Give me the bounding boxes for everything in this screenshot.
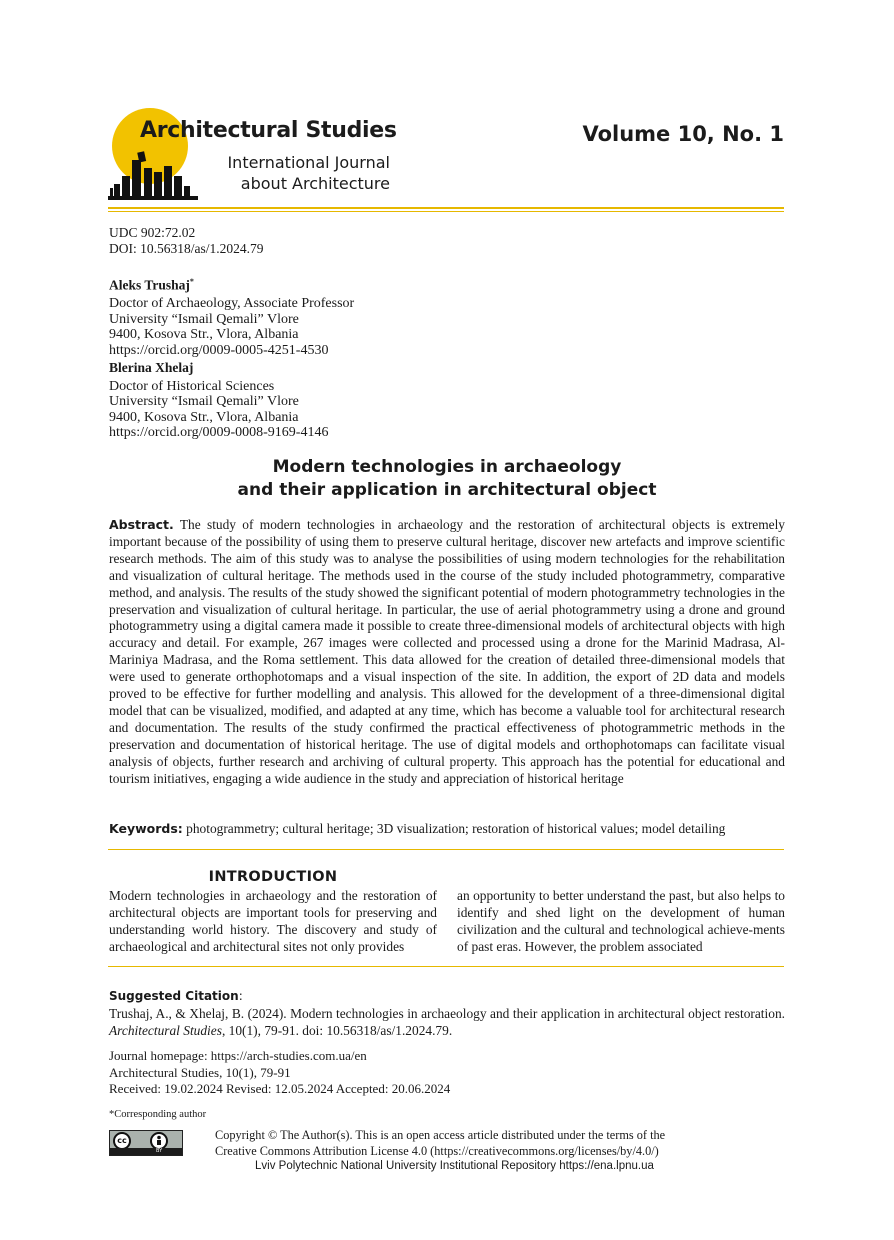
journal-subtitle-line2: about Architecture: [240, 174, 390, 193]
journal-subtitle-line1: International Journal: [227, 153, 390, 172]
author-block-1: [109, 274, 354, 358]
author-university: University “Ismail Qemali” Vlore: [109, 311, 299, 327]
citation-journal: Architectural Studies: [109, 1022, 222, 1038]
keywords-divider: [108, 849, 784, 850]
license-line1: Copyright © The Author(s). This is an open access article distributed under the terms of the: [215, 1128, 666, 1142]
doi-text[interactable]: DOI: 10.56318/as/1.2024.79: [109, 240, 264, 256]
logo-skyline-icon: [108, 146, 198, 204]
keywords-label: Keywords:: [109, 821, 183, 836]
badge-strip: [110, 1148, 182, 1155]
journal-info: [109, 1048, 450, 1098]
author-address: 9400, Kosova Str., Vlora, Albania: [109, 409, 299, 425]
introduction-column-right: an opportunity to better understand the past, but also helps to identify and shed light on the development of human civilization and the cultural and technological achieve-ments of past eras. However, the problem associated: [457, 888, 785, 954]
header-divider: [108, 207, 784, 209]
citation-after: , 10(1), 79-91. doi: 10.56318/as/1.2024.79.: [221, 1022, 453, 1038]
suggested-citation: [109, 1006, 785, 1039]
badge-by-text: BY: [156, 1148, 163, 1154]
citation-before: Trushaj, A., & Xhelaj, B. (2024). Modern technologies in archaeology and their application in architectural object restoration.: [109, 1006, 785, 1021]
author-name: Blerina Xhelaj: [109, 360, 194, 375]
citation-label: [109, 989, 243, 1003]
author-degree: Doctor of Archaeology, Associate Professor: [109, 296, 355, 311]
person-icon: [152, 1134, 166, 1148]
abstract-label: Abstract.: [109, 517, 174, 532]
author-name-text: Aleks Trushaj: [109, 277, 190, 293]
introduction-divider: [108, 966, 784, 967]
paper-title-line1: Modern technologies in archaeology: [272, 457, 622, 477]
udc-doi-block: [109, 225, 264, 256]
udc-code: UDC 902:72.02: [109, 225, 196, 240]
keywords-text: photogrammetry; cultural heritage; 3D visualization; restoration of historical values; model detailing: [186, 821, 726, 836]
journal-logo: [108, 106, 398, 206]
abstract-text: The study of modern technologies in archaeology and the restoration of architectural objects is extremely important because of the possibility of using them to preserve cultural heritage, discover new artefacts and improve scientific research methods. The aim of this study was to analyse the possibilities of using modern technologies for the rehabilitation and visualization of cultural heritage. The methods used in the course of the study included photogrammetry, comparative method, and analysis. The results of the study showed the significant potential of modern photogrammetry technologies in the preservation and visualization of cultural heritage. In particular, the use of aerial photogrammetry using a drone and ground photogrammetry using a digital camera made it possible to create three-dimensional models of architectural objects with high accuracy and detail. For example, 267 images were collected and processed using a drone for the Marinid Madrasa, Al-Mariniya Madrasa, and the Roma settlement. This data allowed for the creation of detailed three-dimensional models that were used to generate orthophotomaps and a visual inspection of the site. In addition, the export of 2D data and models proved to be effective for further modelling and analysis. This allowed for the development of a three-dimensional digital model that can be visualized, modified, and adapted at any time, which has become a valuable tool for architectural research and documentation. The results of the study confirmed the practical effectiveness of photogrammetric methods in the preservation and documentation of historical heritage. The use of digital models and orthophotomaps can facilitate visual analysis of objects, further research and archiving of cultural property. This approach has the potential for educational and tourism initiatives, engaging a wide audience in the study and appreciation of historical heritage: [109, 517, 786, 786]
keywords: [109, 820, 785, 837]
journal-issue: Architectural Studies, 10(1), 79-91: [109, 1064, 291, 1080]
author-orcid-link[interactable]: https://orcid.org/0009-0008-9169-4146: [109, 425, 329, 440]
corresponding-author-note: *Corresponding author: [109, 1109, 207, 1120]
author-university: University “Ismail Qemali” Vlore: [109, 394, 299, 409]
author-orcid-link[interactable]: https://orcid.org/0009-0005-4251-4530: [109, 342, 329, 358]
introduction-heading: INTRODUCTION: [208, 869, 338, 885]
license-text: [215, 1127, 685, 1159]
abstract: [109, 517, 785, 788]
cc-icon: cc: [113, 1132, 131, 1150]
author-address: 9400, Kosova Str., Vlora, Albania: [109, 327, 299, 342]
corresponding-mark: *: [189, 277, 194, 286]
paper-title-line2: and their application in architectural object: [237, 480, 657, 500]
header-divider-thin: [108, 211, 784, 212]
journal-subtitle: [227, 152, 390, 194]
citation-colon: :: [238, 989, 243, 1003]
journal-name: Architectural Studies: [140, 118, 397, 143]
author-name: [109, 274, 354, 293]
repository-footer: Lviv Polytechnic National University Institutional Repository https://ena.lpnu.ua: [255, 1160, 654, 1172]
journal-homepage-link[interactable]: Journal homepage: https://arch-studies.com.ua/en: [109, 1048, 367, 1063]
paper-title: [108, 456, 786, 502]
article-dates: Received: 19.02.2024 Revised: 12.05.2024 Accepted: 20.06.2024: [109, 1081, 451, 1096]
citation-label-text: Suggested Citation: [109, 989, 239, 1003]
introduction-column-left: Modern technologies in archaeology and the restoration of architectural objects are important tools for preserving and understanding world history. The discovery and study of archaeological and architectural sites not only provides: [109, 888, 437, 954]
cc-by-license-badge[interactable]: [109, 1130, 183, 1156]
license-line2[interactable]: Creative Commons Attribution License 4.0 (https://creativecommons.org/licenses/by/4.0/): [215, 1144, 659, 1158]
author-degree: Doctor of Historical Sciences: [109, 378, 275, 394]
author-block-2: [109, 360, 328, 441]
volume-label: Volume 10, No. 1: [582, 122, 784, 146]
